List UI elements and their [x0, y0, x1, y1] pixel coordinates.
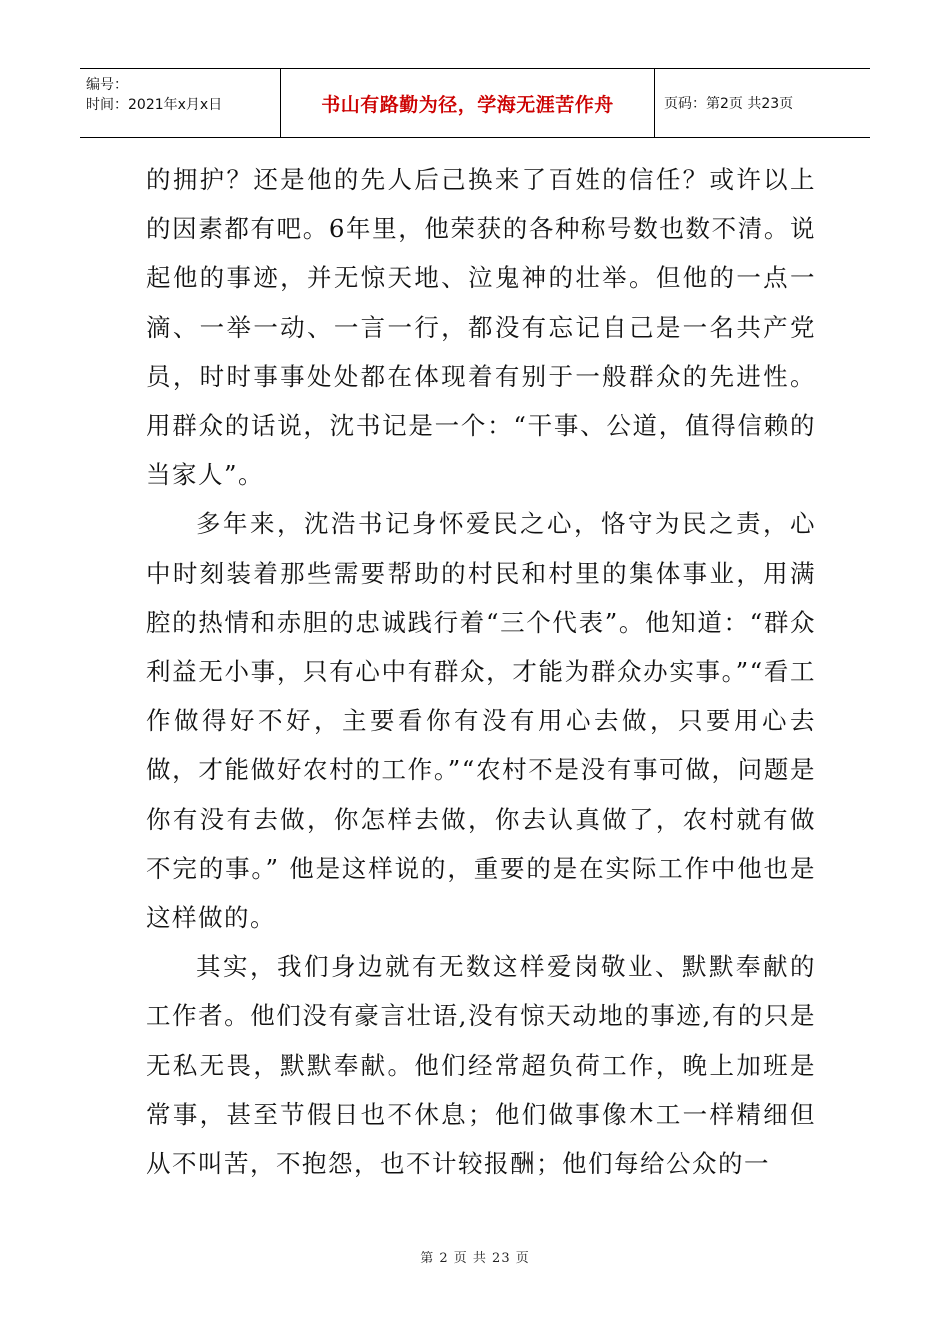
page-footer: 第 2 页 共 23 页 — [420, 1251, 530, 1266]
document-body — [146, 155, 816, 1188]
header-motto-cell — [281, 69, 655, 137]
page-indicator: 页码：第2页 共23页 — [664, 96, 794, 112]
paragraph-3: 其实，我们身边就有无数这样爱岗敬业、默默奉献的工作者。他们没有豪言壮语,没有惊天动地的事迹,有的只是无私无畏，默默奉献。他们经常超负荷工作，晚上加班是常事，甚至节假日也不休息；他们做事像木工一样精细但从不叫苦，不抱怨，也不计较报酬；他们每给公众的一 — [146, 952, 816, 1179]
paragraph-2: 多年来，沈浩书记身怀爱民之心，恪守为民之责，心中时刻装着那些需要帮助的村民和村里的集体事业，用满腔的热情和赤胆的忠诚践行着“三个代表”。他知道：“群众利益无小事，只有心中有群众，才能为群众办实事。”“看工作做得好不好，主要看你有没有用心去做，只要用心去做，才能做好农村的工作。”“农村不是没有事可做，问题是你有没有去做，你怎样去做，你去认真做了，农村就有做不完的事。” 他是这样说的，重要的是在实际工作中他也是这样做的。 — [146, 509, 816, 933]
number-label: 编号： — [86, 77, 128, 93]
page-header — [80, 68, 870, 138]
header-page-cell — [655, 69, 870, 137]
header-meta — [80, 69, 281, 137]
time-label: 时间：2021年x月x日 — [86, 97, 223, 113]
motto-text: 书山有路勤为径，学海无涯苦作舟 — [321, 93, 614, 116]
paragraph-1: 的拥护？还是他的先人后己换来了百姓的信任？或许以上的因素都有吧。6年里，他荣获的各种称号数也数不清。说起他的事迹，并无惊天地、泣鬼神的壮举。但他的一点一滴、一举一动、一言一行，都没有忘记自己是一名共产党员，时时事事处处都在体现着有别于一般群众的先进性。用群众的话说，沈书记是一个：“干事、公道，值得信赖的当家人”。 — [146, 165, 816, 490]
